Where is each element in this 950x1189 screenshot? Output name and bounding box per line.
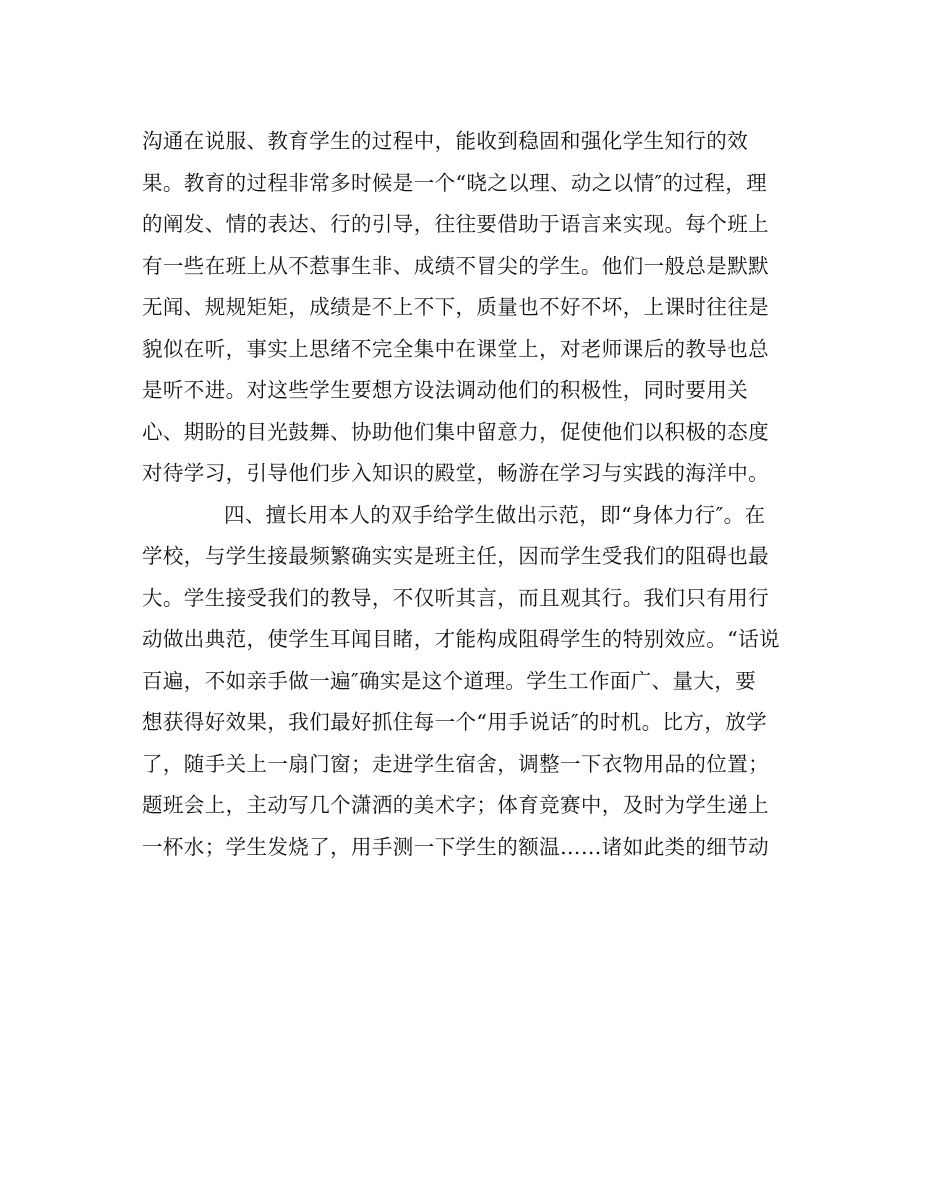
text-line: 的阐发、情的表达、行的引导，往往要借助于语言来实现。每个班上	[142, 212, 769, 236]
text-line: 百遍，不如亲手做一遍″确实是这个道理。学生工作面广、量大，要	[142, 668, 757, 693]
text-line: 动做出典范，使学生耳闻目睹，才能构成阻碍学生的特别效应。“话说	[142, 627, 780, 651]
paragraph-start-line: 四、擅长用本人的双手给学生做出示范，即“身体力行″。在	[224, 502, 766, 527]
text-line: 对待学习，引导他们步入知识的殿堂，畅游在学习与实践的海洋中。	[142, 461, 769, 485]
text-line: 果。教育的过程非常多时候是一个“晓之以理、动之以情″的过程，理	[142, 170, 768, 195]
text-line: 无闻、规规矩矩，成绩是不上不下，质量也不好不坏，上课时往往是	[142, 295, 769, 319]
text-line: 学校，与学生接最频繁确实实是班主任，因而学生受我们的阻碍也最	[142, 544, 769, 568]
text-line: 想获得好效果，我们最好抓住每一个“用手说话″的时机。比方，放学	[142, 710, 768, 734]
text-line: 大。学生接受我们的教导，不仅听其言，而且观其行。我们只有用行	[142, 585, 769, 610]
text-line: 一杯水；学生发烧了，用手测一下学生的额温……诸如此类的细节动	[142, 834, 769, 859]
text-line: 了，随手关上一扇门窗；走进学生宿舍，调整一下衣物用品的位置；	[142, 751, 769, 776]
text-line: 是听不进。对这些学生要想方设法调动他们的积极性，同时要用关	[142, 378, 749, 402]
text-line: 貌似在听，事实上思绪不完全集中在课堂上，对老师课后的教导也总	[142, 336, 769, 361]
text-line: 有一些在班上从不惹事生非、成绩不冒尖的学生。他们一般总是默默	[142, 253, 769, 278]
text-line: 心、期盼的目光鼓舞、协助他们集中留意力，促使他们以积极的态度	[142, 419, 769, 444]
text-line: 题班会上，主动写几个潇洒的美术字；体育竞赛中，及时为学生递上	[142, 793, 769, 817]
body-text	[142, 121, 822, 868]
text-line: 沟通在说服、教育学生的过程中，能收到稳固和强化学生知行的效	[142, 129, 749, 153]
